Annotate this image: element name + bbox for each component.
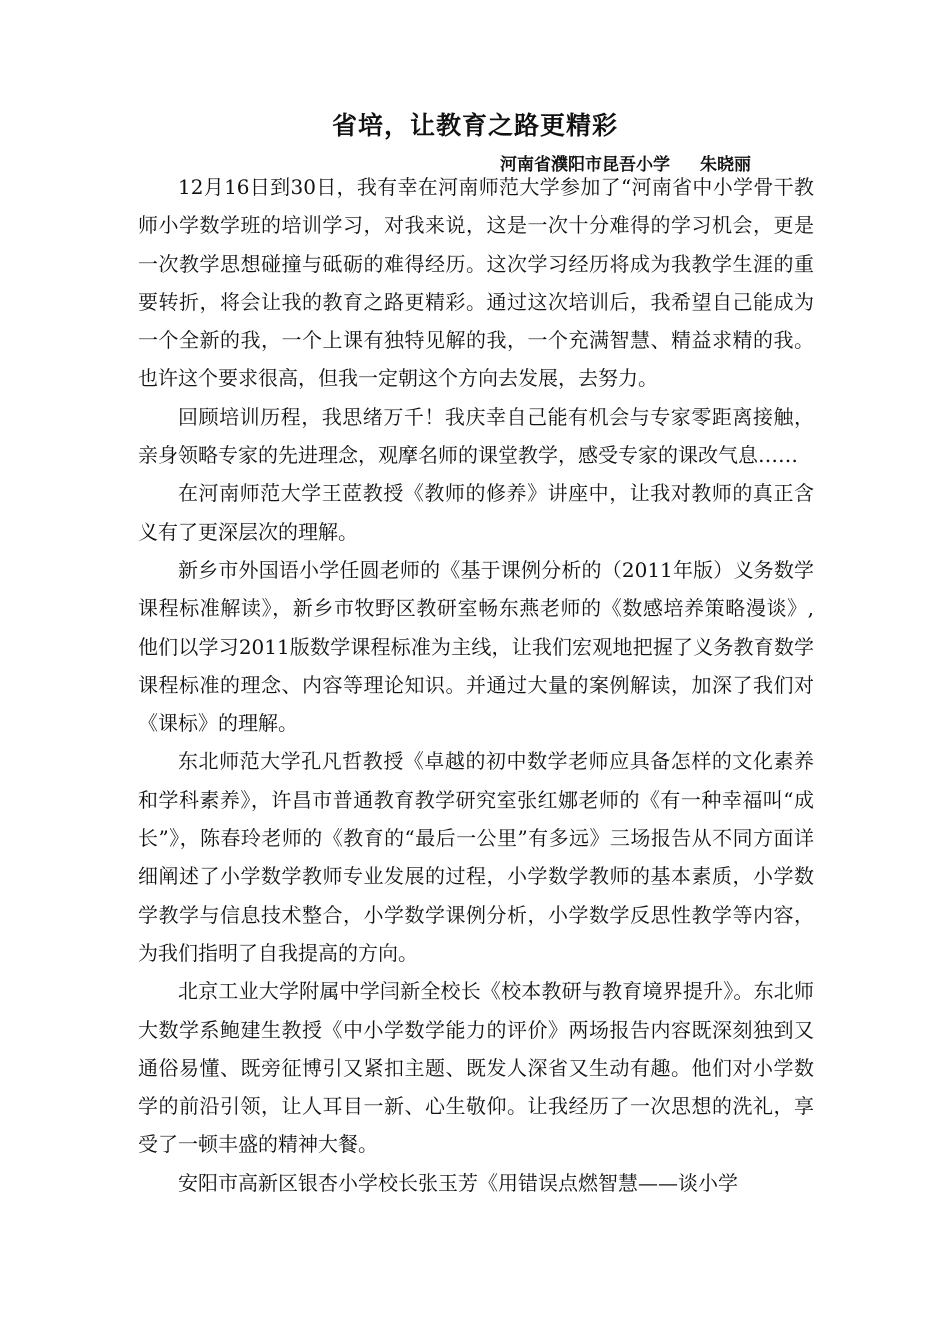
paragraph: 东北师范大学孔凡哲教授《卓越的初中数学老师应具备怎样的文化素养和学科素养》，许昌市普通教育教学研究室张红娜老师的《有一种幸福叫“成长”》，陈春玲老师的《教育的“最后一公里”有多远》三场报告从不同方面详细阐述了小学数学教师专业发展的过程，小学数学教师的基本素质，小学数学教学与信息技术整合，小学数学课例分析，小学数学反思性教学等内容，为我们指明了自我提高的方向。 <box>138 749 814 965</box>
paragraph: 回顾培训历程，我思绪万千！我庆幸自己能有机会与专家零距离接触，亲身领略专家的先进理念，观摩名师的课堂教学，感受专家的课改气息…… <box>138 404 814 468</box>
paragraph: 12月16日到30日，我有幸在河南师范大学参加了“河南省中小学骨干教师小学数学班的培训学习，对我来说，这是一次十分难得的学习机会，更是一次教学思想碰撞与砥砺的难得经历。这次学习经历将成为我教学生涯的重要转折，将会让我的教育之路更精彩。通过这次培训后，我希望自己能成为一个全新的我，一个上课有独特见解的我，一个充满智慧、精益求精的我。也许这个要求很高，但我一定朝这个方向去发展，去努力。 <box>138 175 814 391</box>
byline-author: 朱晓丽 <box>700 155 751 175</box>
paragraph: 安阳市高新区银杏小学校长张玉芳《用错误点燃智慧——谈小学 <box>178 1170 738 1195</box>
document-title: 省培，让教育之路更精彩 <box>331 111 618 140</box>
document-body <box>138 168 814 1202</box>
paragraph: 在河南师范大学王茝教授《教师的修养》讲座中，让我对教师的真正含义有了更深层次的理解。 <box>138 481 814 544</box>
paragraph: 新乡市外国语小学任圆老师的《基于课例分析的（2011年版）义务数学课程标准解读》，新乡市牧野区教研室畅东燕老师的《数感培养策略漫谈》,他们以学习2011版数学课程标准为主线，让我们宏观地把握了义务教育数学课程标准的理念、内容等理论知识。并通过大量的案例解读，加深了我们对《课标》的理解。 <box>138 557 814 736</box>
paragraph: 北京工业大学附属中学闫新全校长《校本教研与教育境界提升》。东北师大数学系鲍建生教授《中小学数学能力的评价》两场报告内容既深刻独到又通俗易懂、既旁征博引又紧扣主题、既发人深省又生动有趣。他们对小学数学的前沿引领，让人耳目一新、心生敬仰。让我经历了一次思想的洗礼，享受了一顿丰盛的精神大餐。 <box>138 979 814 1157</box>
byline-school: 河南省濮阳市昆吾小学 <box>500 155 670 175</box>
